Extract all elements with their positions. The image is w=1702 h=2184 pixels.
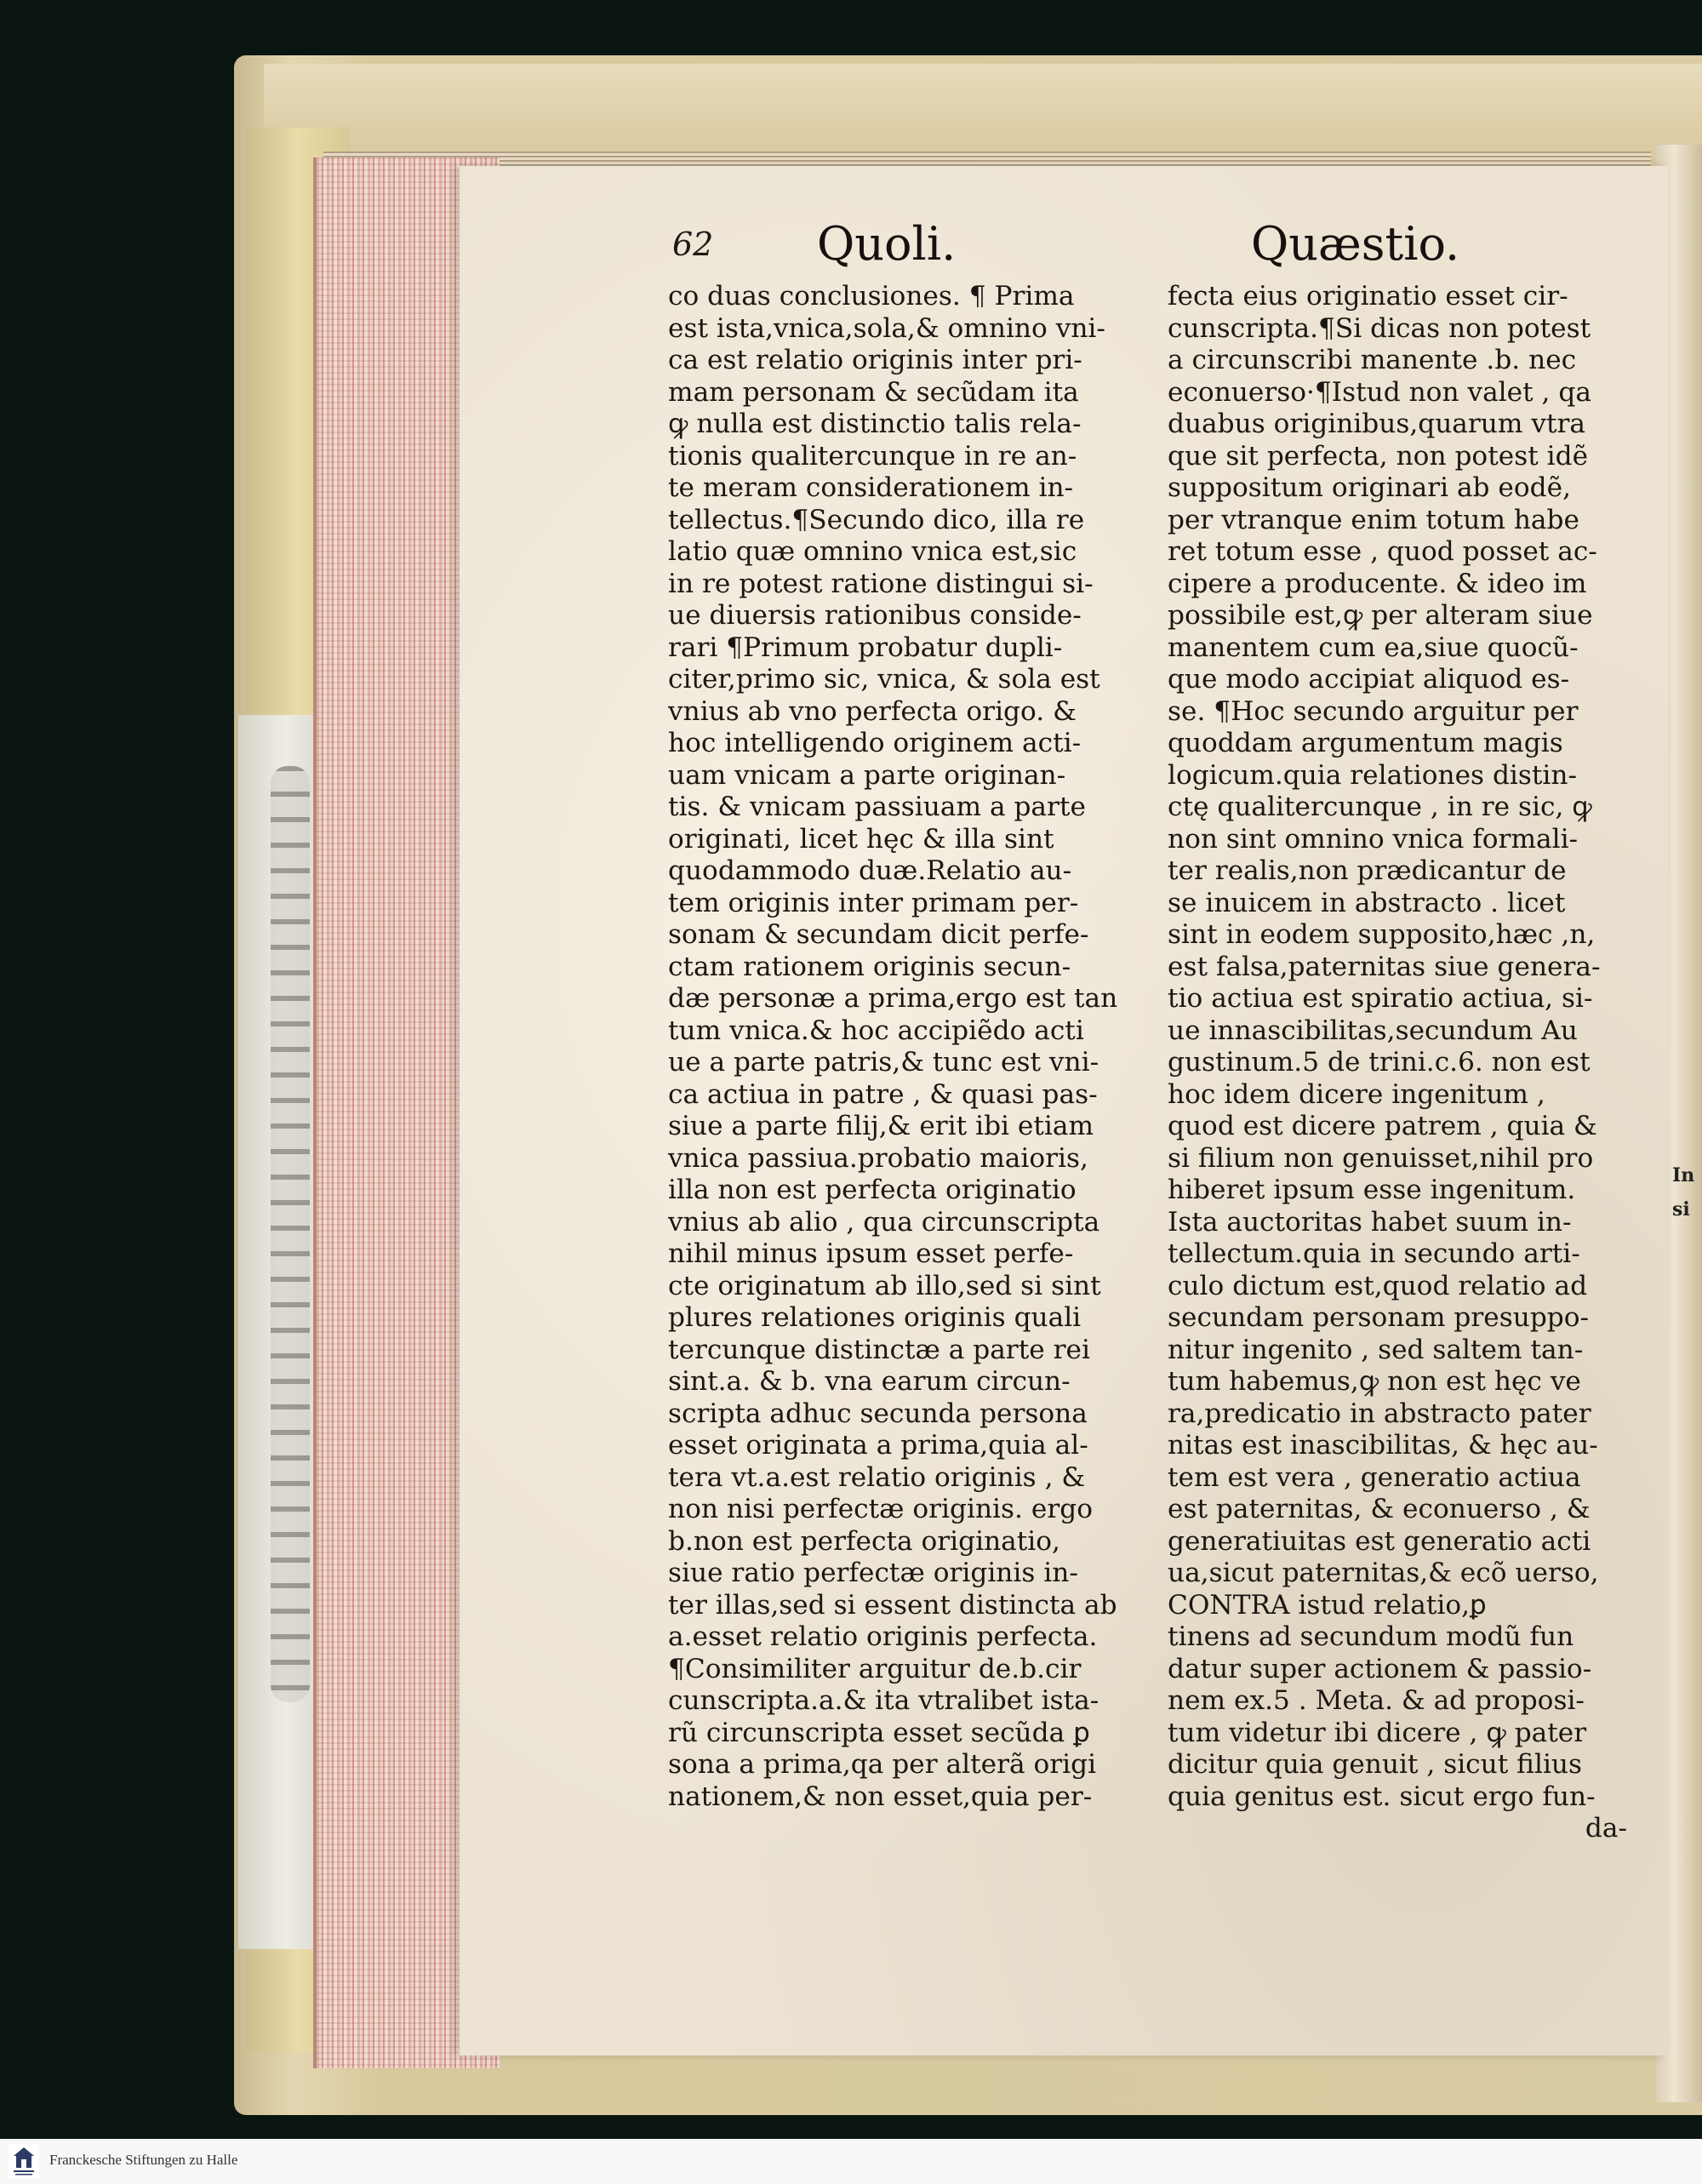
text-line: vnius ab alio , qua circunscripta [668,1206,1100,1238]
text-line: est falsa,paternitas siue genera- [1168,951,1601,982]
text-line: ca est relatio originis inter pri- [668,345,1082,375]
text-line: ter realis,non prædicantur de [1168,855,1567,886]
text-line: quia genitus est. sicut ergo fun- [1168,1781,1596,1812]
text-line: ter illas,sed si essent distincta ab [668,1589,1117,1621]
franckesche-stiftungen-logo-icon [9,2144,39,2178]
text-line: ctam rationem originis secun- [668,951,1071,982]
margin-fragment: In [1672,1164,1695,1186]
text-column-left [668,281,1145,1813]
text-line: non nisi perfectæ originis. ergo [668,1494,1093,1524]
text-line: cipere a producente. & ideo im [1168,568,1587,599]
text-line: tum vnica.& hoc accipiẽdo acti [668,1015,1084,1046]
slip-ornament [271,766,310,1702]
running-head-right: Quæstio. [1251,217,1460,271]
text-line: quodammodo duæ.Relatio au- [668,855,1072,886]
text-line: ca actiua in patre , & quasi pas- [668,1078,1098,1110]
text-line: cunscripta.a.& ita vtralibet ista- [668,1685,1099,1716]
text-line: a.esset relatio originis perfecta. [668,1621,1098,1652]
text-line: rari ¶Primum probatur dupli- [668,632,1063,663]
text-line: vnius ab vno perfecta origo. & [668,695,1077,727]
text-line: econuerso·¶Istud non valet , qa [1168,376,1591,408]
text-line: gustinum.5 de trini.c.6. non est [1168,1047,1591,1078]
text-line: CONTRA istud relatio,ꝑ [1168,1589,1487,1621]
text-line: fecta eius originatio esset cir- [1168,281,1568,312]
text-line: siue ratio perfectæ originis in- [668,1558,1078,1588]
cover-top-edge [264,64,1702,162]
text-line: generatiuitas est generatio acti [1168,1525,1591,1557]
text-line: nihil minus ipsum esset perfe- [668,1238,1074,1269]
text-line: non sint omnino vnica formali- [1168,823,1579,855]
text-line: cte originatum ab illo,sed si sint [668,1270,1101,1301]
text-line: quod est dicere patrem , quia & [1168,1111,1597,1141]
text-line: ue innascibilitas,secundum Au [1168,1015,1578,1046]
text-line: dicitur quia genuit , sicut filius [1168,1749,1583,1780]
text-line: rũ circunscripta esset secũda ꝑ [668,1717,1090,1748]
footer-bar [0,2139,1702,2184]
text-line: tellectum.quia in secundo arti- [1168,1238,1580,1269]
text-line: ue diuersis rationibus conside- [668,600,1082,631]
page-header [672,217,1617,285]
text-line: tem originis inter primam per- [668,887,1079,918]
text-line: ue a parte patris,& tunc est vni- [668,1047,1099,1078]
text-line: ra,predicatio in abstracto pater [1168,1398,1591,1429]
text-line: que sit perfecta, non potest idẽ [1168,440,1589,472]
text-line: tellectus.¶Secundo dico, illa re [668,504,1085,535]
text-line: quoddam argumentum magis [1168,728,1563,758]
text-line: te meram considerationem in- [668,472,1074,503]
text-line: in re potest ratione distingui si- [668,568,1094,599]
text-line: sona a prima,qa per alterã origi [668,1749,1097,1780]
text-line: a circunscribi manente .b. nec [1168,345,1577,375]
text-line: se. ¶Hoc secundo arguitur per [1168,695,1579,727]
text-line: vnica passiua.probatio maioris, [668,1142,1088,1174]
text-line: nationem,& non esset,quia per- [668,1781,1093,1812]
text-line: sonam & secundam dicit perfe- [668,919,1089,950]
text-line: mam personam & secũdam ita [668,376,1079,408]
text-line: nitas est inascibilitas, & hęc au- [1168,1430,1598,1461]
text-line: originati, licet hęc & illa sint [668,823,1054,855]
text-line: dæ personæ a prima,ergo est tan [668,983,1118,1014]
text-line: b.non est perfecta originatio, [668,1525,1060,1557]
text-line: esset originata a prima,quia al- [668,1430,1088,1461]
text-line: ¶Consimiliter arguitur de.b.cir [668,1653,1082,1684]
text-line: illa non est perfecta originatio [668,1175,1077,1205]
text-line: tera vt.a.est relatio originis , & [668,1461,1086,1493]
text-line: hiberet ipsum esse ingenitum. [1168,1175,1576,1205]
text-line: nitur ingenito , sed saltem tan- [1168,1334,1584,1365]
margin-fragment: si [1672,1198,1690,1221]
text-line: tum videtur ibi dicere , ꝙ pater [1168,1717,1587,1748]
text-line: si filium non genuisset,nihil pro [1168,1142,1594,1174]
text-line: da- [1585,1813,1627,1844]
text-line: culo dictum est,quod relatio ad [1168,1270,1588,1301]
text-line: manentem cum ea,siue quocũ- [1168,632,1579,663]
text-line: est ista,vnica,sola,& omnino vni- [668,312,1105,344]
text-line: hoc idem dicere ingenitum , [1168,1078,1545,1110]
text-line: co duas conclusiones. ¶ Prima [668,281,1075,312]
text-line: tinens ad secundum modũ fun [1168,1621,1574,1652]
text-line: plures relationes originis quali [668,1302,1082,1333]
text-line: sint in eodem supposito,hæc ,n, [1168,919,1596,950]
text-line: tionis qualitercunque in re an- [668,440,1077,472]
running-head-left: Quoli. [817,217,957,271]
text-line: tercunque distinctæ a parte rei [668,1334,1090,1365]
text-line: sint.a. & b. vna earum circun- [668,1366,1071,1397]
institution-name: Franckesche Stiftungen zu Halle [49,2152,238,2168]
text-line: hoc intelligendo originem acti- [668,728,1082,758]
text-line: scripta adhuc secunda persona [668,1398,1088,1429]
text-line: duabus originibus,quarum vtra [1168,409,1586,439]
text-line: ctę qualitercunque , in re sic, ꝙ [1168,792,1592,822]
text-line: nem ex.5 . Meta. & ad proposi- [1168,1685,1585,1716]
folio-number: 62 [672,226,714,263]
text-line: suppositum originari ab eodẽ, [1168,472,1571,503]
text-line: ꝙ nulla est distinctio talis rela- [668,409,1082,439]
text-line: tem est vera , generatio actiua [1168,1461,1581,1493]
text-line: ret totum esse , quod posset ac- [1168,536,1597,567]
text-line: datur super actionem & passio- [1168,1653,1592,1684]
text-line: se inuicem in abstracto . licet [1168,887,1566,918]
text-line: ua,sicut paternitas,& ecõ uerso, [1168,1558,1599,1588]
text-line: tis. & vnicam passiuam a parte [668,792,1086,822]
text-line: tum habemus,ꝙ non est hęc ve [1168,1366,1581,1397]
text-line: cunscripta.¶Si dicas non potest [1168,312,1591,344]
text-line: que modo accipiat aliquod es- [1168,664,1570,695]
text-line: per vtranque enim totum habe [1168,504,1579,535]
text-line: tio actiua est spiratio actiua, si- [1168,983,1593,1014]
text-line: siue a parte filij,& erit ibi etiam [668,1111,1094,1141]
text-line: uam vnicam a parte originan- [668,759,1066,791]
text-column-right [1168,281,1644,1845]
text-line: Ista auctoritas habet suum in- [1168,1206,1572,1238]
text-line: est paternitas, & econuerso , & [1168,1494,1591,1524]
text-line: latio quæ omnino vnica est,sic [668,536,1077,567]
text-line: secundam personam presuppo- [1168,1302,1590,1333]
text-line: possibile est,ꝙ per alteram siue [1168,600,1593,631]
text-line: logicum.quia relationes distin- [1168,759,1578,791]
text-line: citer,primo sic, vnica, & sola est [668,664,1100,695]
